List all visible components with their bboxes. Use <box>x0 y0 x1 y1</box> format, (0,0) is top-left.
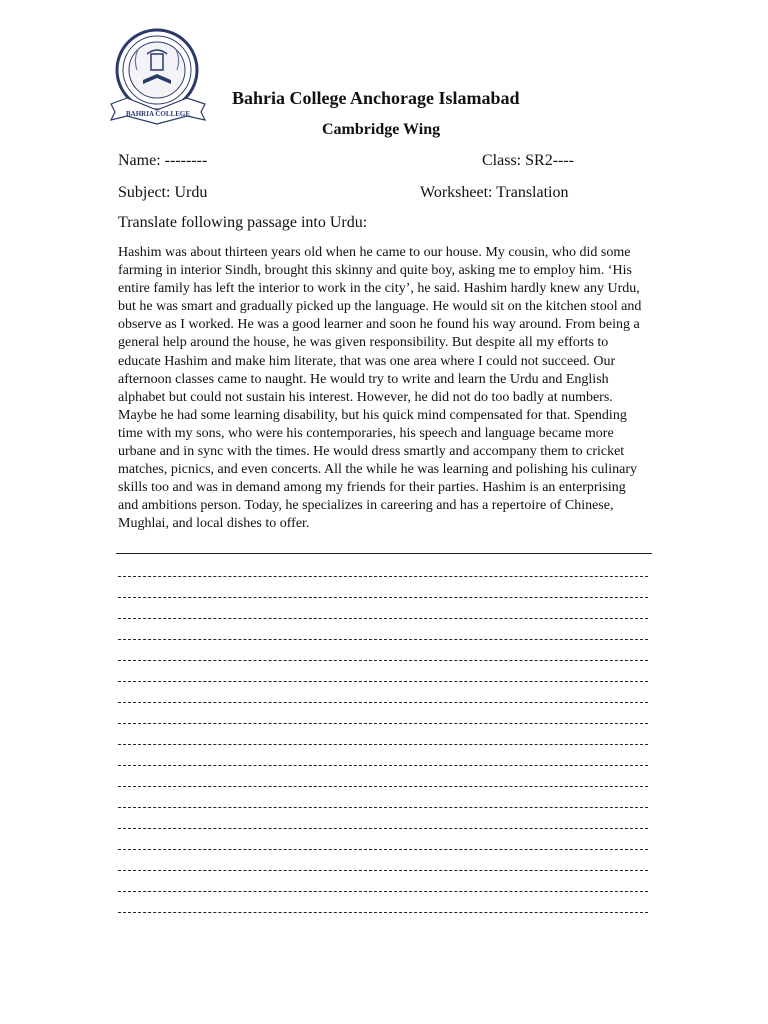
passage-line: farming in interior Sindh, brought this skinny and quite boy, asking me to employ him. ‘His <box>118 263 632 279</box>
passage-line: time with my sons, who were his contemporaries, his speech and language became more <box>118 425 614 441</box>
passage-text <box>118 244 648 534</box>
passage-line: and ambitions person. Today, he specializes in careering and has a repertoire of Chinese, <box>118 498 614 514</box>
answer-line <box>118 902 648 923</box>
logo-banner-text: BAHRIA COLLEGE <box>126 110 190 118</box>
passage-line: educate Hashim and make him literate, that was one area where I could not succeed. Our <box>118 353 616 369</box>
answer-line <box>118 566 648 587</box>
subject-field: Subject: Urdu <box>118 184 208 201</box>
college-title: Bahria College Anchorage Islamabad <box>232 88 520 108</box>
name-field: Name: -------- <box>118 152 208 169</box>
answer-line <box>118 650 648 671</box>
passage-line: observe as I worked. He was a good learner and soon he found his way around. From being a <box>118 317 640 333</box>
class-field: Class: SR2---- <box>482 152 574 169</box>
section-divider <box>116 553 652 554</box>
passage-line: general help around the house, he was given responsibility. But despite all my efforts to <box>118 335 609 351</box>
passage-line: but he was smart and gradually picked up the language. He would sit on the kitchen stool and <box>118 299 642 315</box>
answer-line <box>118 629 648 650</box>
answer-line <box>118 860 648 881</box>
answer-line <box>118 881 648 902</box>
passage-line: matches, picnics, and even concerts. All the while he was learning and polishing his culinary <box>118 462 638 478</box>
passage-line: afternoon classes came to naught. He would try to write and learn the Urdu and English <box>118 371 609 387</box>
answer-line <box>118 797 648 818</box>
passage-line: Maybe he had some learning disability, but his quick mind compensated for that. Spending <box>118 407 627 423</box>
answer-line <box>118 776 648 797</box>
instruction-heading: Translate following passage into Urdu: <box>118 214 368 231</box>
answer-line <box>118 818 648 839</box>
passage-line: Hashim was about thirteen years old when he came to our house. My cousin, who did some <box>118 245 631 260</box>
passage-line: urbane and in sync with the times. He would dress smartly and accompany them to cricket <box>118 444 625 460</box>
passage-line: Mughlai, and local dishes to offer. <box>118 516 310 532</box>
college-crest-logo <box>107 24 211 128</box>
answer-line <box>118 587 648 608</box>
answer-line <box>118 608 648 629</box>
answer-line <box>118 755 648 776</box>
wing-subtitle: Cambridge Wing <box>322 121 441 138</box>
answer-line <box>118 713 648 734</box>
answer-line <box>118 839 648 860</box>
answer-line <box>118 692 648 713</box>
passage-line: entire family has left the interior to work in the city’, he said. Hashim hardly knew any Urdu, <box>118 281 640 297</box>
passage-line: alphabet but could not sustain his interest. However, he did not do too badly at numbers. <box>118 389 613 405</box>
answer-line <box>118 671 648 692</box>
worksheet-field: Worksheet: Translation <box>420 184 569 201</box>
answer-line <box>118 734 648 755</box>
answer-lines <box>118 566 648 923</box>
passage-line: skills too and was in demand among my friends for their parties. Hashim is an enterprising <box>118 480 626 496</box>
